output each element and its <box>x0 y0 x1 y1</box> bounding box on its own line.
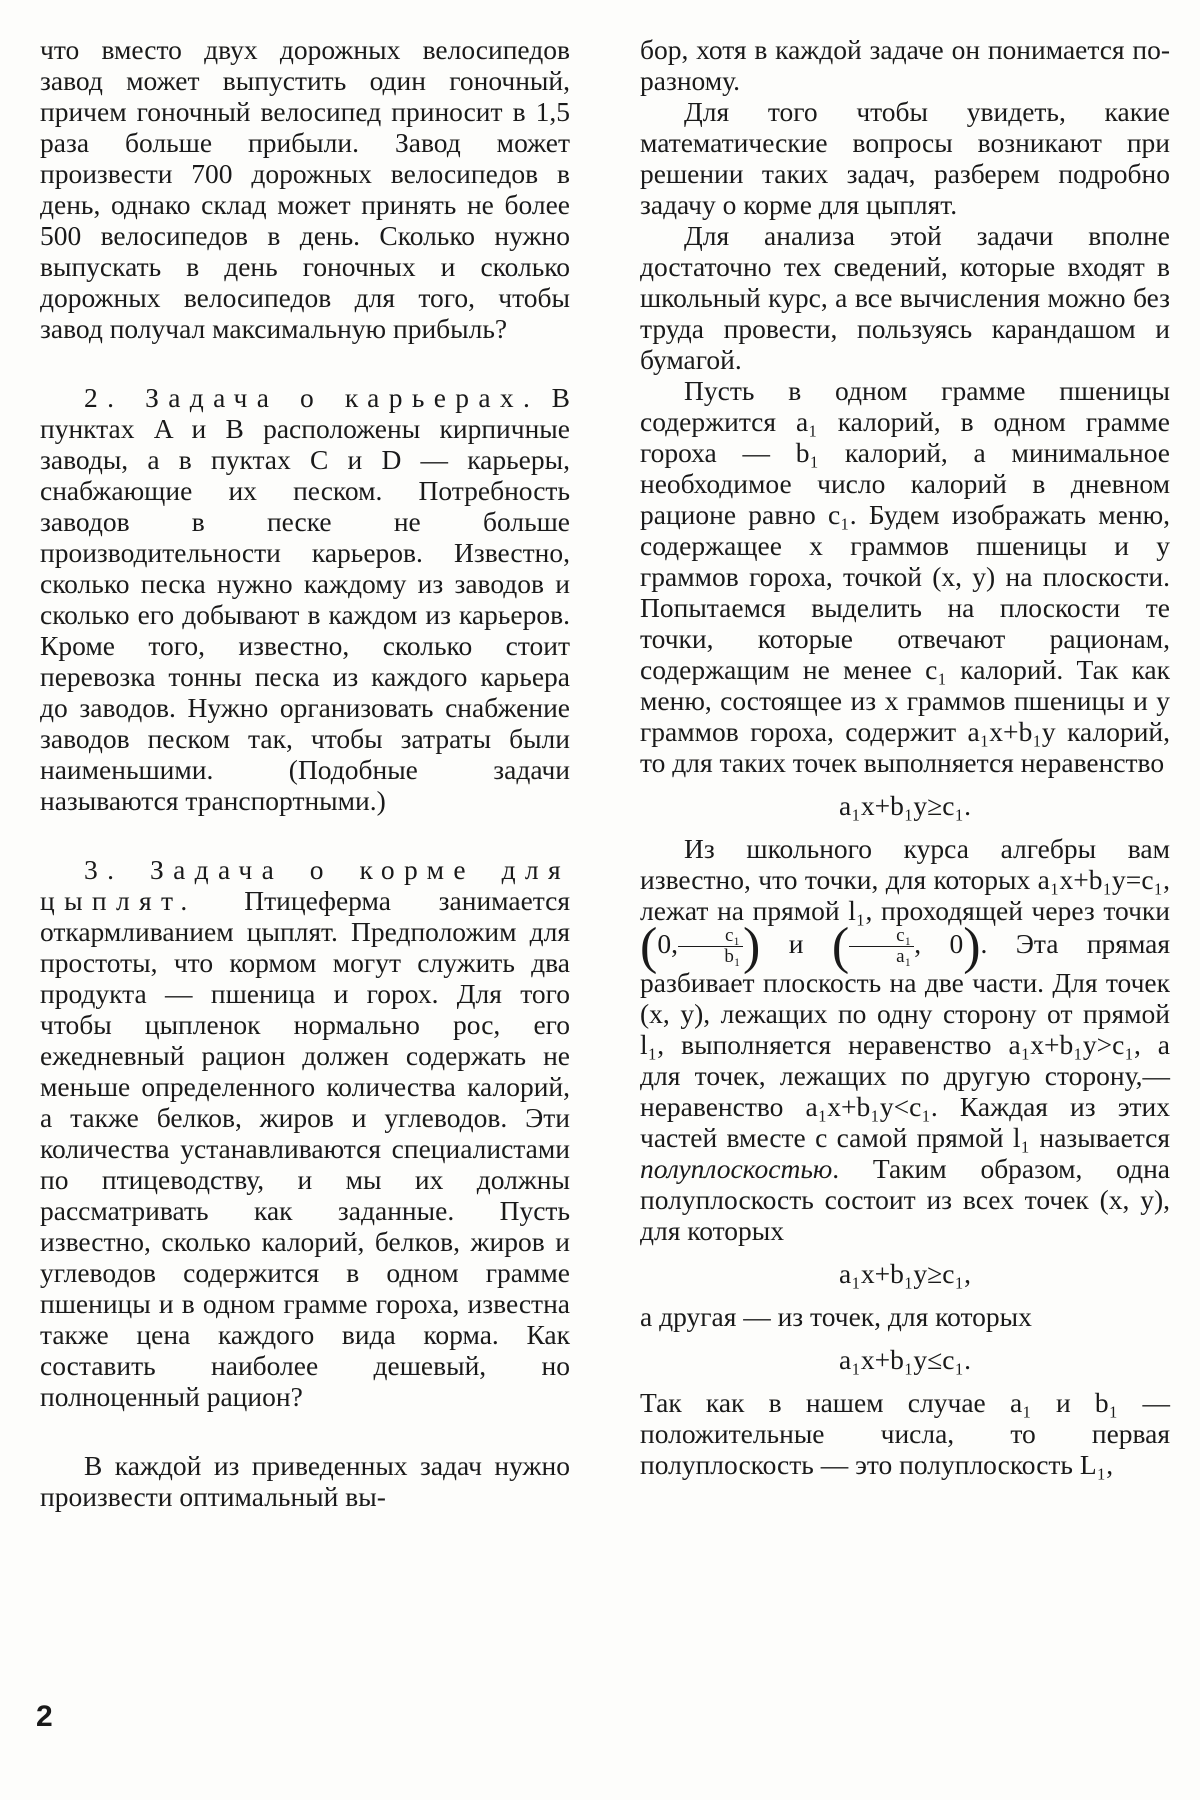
point-formula-2: ( $\frac{\text{c₁}}{\text{a₁}}$ , 0) <box>831 918 981 975</box>
paragraph-math-questions: Для того чтобы увидеть, какие математические вопросы возникают при решении таких задач, разберем подробно задачу о корме для цыплят. <box>640 96 1170 220</box>
task-2-body: В пунктах A и B расположены кирпичные заводы, а в пуктах C и D — карьеры, снабжающие их песком. Потребность заводов в песке не больше производительности карьеров. Известно, сколько песка нужно каждому из заводов и сколько его добывают в каждом из карьеров. Кроме того, известно, сколько стоит перевозка тонны песка из каждого карьера до заводов. Нужно организовать снабжение заводов песком так, чтобы затраты были наименьшими. (Подобные задачи называются транспортными.) <box>40 382 571 816</box>
paragraph-choice-end: бор, хотя в каждой задаче он понимается по-разному. <box>640 34 1170 96</box>
page-number: 2 <box>36 1700 53 1733</box>
task-3-body: Птицеферма занимается откармливанием цыплят. Предположим для простоты, что кормом могут служить два продукта — пшеница и горох. Для того чтобы цыпленок нормально рос, его ежедневный рацион должен содержать не меньше определенного количества калорий, а также белков, жиров и углеводов. Эти количества устанавливаются специалистами по птицеводству, и мы их должны рассматривать как заданные. Пусть известно, сколько калорий, белков, жиров и углеводов содержится в одном грамме пшеницы и в одном грамме гороха, известна также цена каждого вида корма. Как составить наиболее дешевый, но полноценный рацион? <box>40 885 570 1412</box>
task-2-heading: 2. Задача о карьерах. <box>84 382 540 413</box>
task-3 <box>40 854 570 1412</box>
paragraph-calories: Пусть в одном грамме пшеницы содержится a₁ калорий, в одном грамме гороха — b₁ калорий, а минимальное необходимое число калорий в дневном рационе равно c₁. Будем изображать меню, содержащее x граммов пшеницы и y граммов гороха, точкой (x, y) на плоскости. Попытаемся выделить на плоскости те точки, которые отвечают рационам, содержащим не менее c₁ калорий. Так как меню, состоящее из x граммов пшеницы и y граммов гороха, содержит a₁x+b₁y калорий, то для таких точек выполняется неравенство <box>640 375 1170 778</box>
term-halfplane: полуплоскостью <box>640 1153 833 1184</box>
fraction-c1-b1: $\frac{\text{c₁}}{\text{b₁}}$ <box>678 926 743 967</box>
paragraph-other-halfplane: а другая — из точек, для которых <box>640 1301 1032 1332</box>
inequality-ge: a₁x+b₁y≥c₁. <box>839 790 971 821</box>
task-2 <box>40 382 570 816</box>
fraction-c1-a1: $\frac{\text{c₁}}{\text{a₁}}$ <box>849 926 914 967</box>
left-column <box>40 34 570 1512</box>
paragraph-line-l1: Из школьного курса алгебры вам известно, что точки, для которых a₁x+b₁y=c₁, лежат на прямой l₁, проходящей через точки (0, $\frac{\text{c₁}}{\text{b₁}}$ ) и ( $\frac{\text{c₁}}{\text{a₁}}$ , 0). Эта прямая разбивает плоскость на две части. Для точек (x, y), лежащих по одну сторону от прямой l₁, выполняется неравенство a₁x+b₁y>c₁, а для точек, лежащих по другую сторону,— неравенство a₁x+b₁y<c₁. Каждая из этих частей вместе с самой прямой l₁ называется полуплоскостью. Таким образом, одна полуплоскость состоит из всех точек (x, y), для которых <box>640 833 1171 1246</box>
paragraph-positive-numbers: Так как в нашем случае a₁ и b₁ — положительные числа, то первая полуплоскость — это полуплоскость L₁, <box>640 1387 1170 1480</box>
inequality-le: a₁x+b₁y≤c₁. <box>839 1344 971 1375</box>
paragraph-bicycles: что вместо двух дорожных велосипедов завод может выпустить один гоночный, причем гоночный велосипед приносит в 1,5 раза больше прибыли. Завод может произвести 700 дорожных велосипедов в день, однако склад может принять не более 500 велосипедов в день. Сколько нужно выпускать в день гоночных и сколько дорожных велосипедов для того, чтобы завод получал максимальную прибыль? <box>40 34 570 344</box>
task-3-heading: 3. Задача о корме для цыплят. <box>40 854 570 916</box>
paragraph-optimal-choice: В каждой из приведенных задач нужно произвести оптимальный вы- <box>40 1450 570 1512</box>
right-column <box>640 34 1170 1480</box>
paragraph-school-course: Для анализа этой задачи вполне достаточно тех сведений, которые входят в школьный курс, а все вычисления можно без труда провести, пользуясь карандашом и бумагой. <box>640 220 1170 375</box>
point-formula-1: (0, $\frac{\text{c₁}}{\text{b₁}}$ ) <box>640 918 761 975</box>
inequality-ge-2: a₁x+b₁y≥c₁, <box>839 1258 971 1289</box>
